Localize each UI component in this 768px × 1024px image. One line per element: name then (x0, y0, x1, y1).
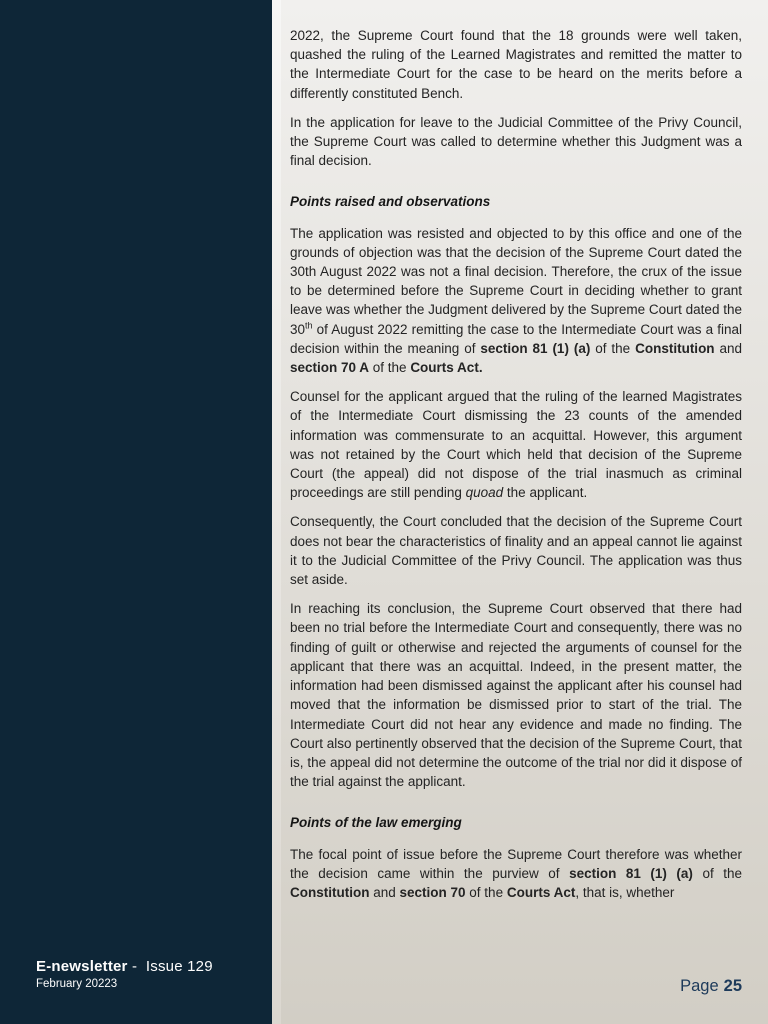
divider-strip (272, 0, 281, 1024)
paragraph: In reaching its conclusion, the Supreme Court observed that there had been no trial before the Intermediate Court and consequently, there was no finding of guilt or otherwise and rejected the arguments of counsel for the applicant that there was an acquittal. Indeed, in the present matter, the information had been dismissed against the applicant after his counsel had moved that the information be dismissed prior to start of the trial. The Intermediate Court did not hear any evidence and made no finding. The Court also pertinently observed that the decision of the Supreme Court, that is, the appeal did not determine the outcome of the trial nor did it dispose of the trial against the applicant. (290, 601, 742, 790)
newsletter-brand: E-newsletter (36, 958, 128, 975)
page-number: 25 (723, 977, 742, 995)
paragraph: 2022, the Supreme Court found that the 18 grounds were well taken, quashed the ruling of the Learned Magistrates and remitted the matter to the Intermediate Court for the case to be heard on the merits before a differently constituted Bench. (290, 28, 742, 101)
paragraph: Consequently, the Court concluded that the decision of the Supreme Court does not bear the characteristics of finality and an appeal cannot lie against it to the Judicial Committee of the Privy Council. The application was thus set aside. (290, 514, 742, 588)
sidebar (0, 0, 272, 1024)
paragraph: The application was resisted and objected to by this office and one of the grounds of objection was that the decision of the Supreme Court dated the 30th August 2022 was not a final decision. Therefore, the crux of the issue to be determined before the Supreme Court in deciding whether to grant leave was whether the Judgment delivered by the Supreme Court dated the 30th of August 2022 remitting the case to the Intermediate Court was a final decision within the meaning of section 81 (1) (a) of the Constitution and section 70 A of the Courts Act. (290, 225, 742, 376)
newsletter-date: February 20223 (36, 978, 118, 990)
section-heading: Points raised and observations (290, 194, 491, 210)
article-body (290, 26, 742, 902)
paragraph: In the application for leave to the Judicial Committee of the Privy Council, the Supreme Court was called to determine whether this Judgment was a final decision. (290, 114, 742, 169)
section-heading: Points of the law emerging (290, 815, 462, 831)
article-column (281, 0, 768, 1024)
newsletter-title (36, 958, 213, 976)
page-label: Page (680, 977, 719, 995)
newsletter-footer (36, 958, 213, 992)
newsletter-issue: - Issue 129 (127, 958, 213, 975)
paragraph: The focal point of issue before the Supreme Court therefore was whether the decision came within the purview of section 81 (1) (a) of the Constitution and section 70 of the Courts Act, that is, whether (290, 846, 743, 900)
paragraph: Counsel for the applicant argued that the ruling of the learned Magistrates of the Intermediate Court dismissing the 23 counts of the amended information was commensurate to an acquittal. However, this argument was not retained by the Court which held that decision of the Supreme Court (the appeal) did not dispose of the trial inasmuch as criminal proceedings are still pending quoad the applicant. (290, 389, 742, 501)
page-footer (680, 977, 742, 996)
